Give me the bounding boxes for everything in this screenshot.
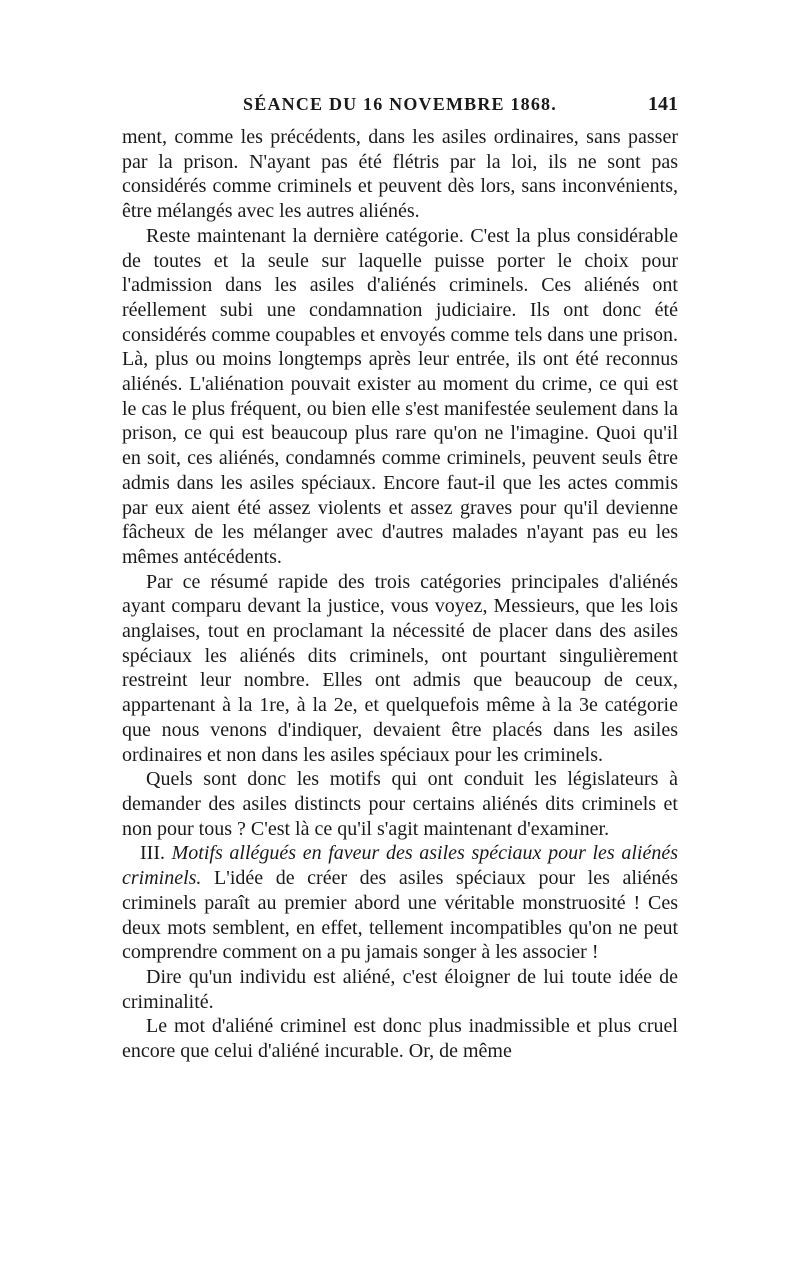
paragraph-last-category: Reste maintenant la dernière catégorie. C'est la plus considérable de toutes et la seule sur laquelle puisse porter le choix pour l'admission dans les asiles d'aliénés criminels. Ces aliénés ont réellement subi une condamnation judiciaire. Ils ont donc été considérés comme coupables et envoyés comme tels dans une prison. Là, plus ou moins longtemps après leur entrée, ils ont été reconnus aliénés. L'aliénation pouvait exister au moment du crime, ce qui est le cas le plus fréquent, ou bien elle s'est manifestée seulement dans la prison, ce qui est beaucoup plus rare qu'on ne l'imagine. Quoi qu'il en soit, ces aliénés, condamnés comme criminels, peuvent seuls être admis dans les asiles spéciaux. Encore faut-il que les actes commis par eux aient été assez violents et assez graves pour qu'il devienne fâcheux de les mélanger avec d'autres malades n'ayant pas eu les mêmes antécédents. [122, 224, 678, 568]
section-heading: Motifs allégués en faveur des asiles spéciaux pour les aliénés criminels. [122, 842, 679, 890]
section-number: III. [140, 842, 165, 865]
paragraph-closing: Le mot d'aliéné criminel est donc plus inadmissible et plus cruel encore que celui d'aliéné incurable. Or, de même [122, 1015, 678, 1063]
paragraph-continued: ment, comme les précédents, dans les asiles ordinaires, sans passer par la prison. N'ayant pas été flétris par la loi, ils ne sont pas considérés comme criminels et peuvent dès lors, sans inconvénients, être mélangés avec les autres aliénés. [122, 126, 678, 223]
paragraph-question: Quels sont donc les motifs qui ont conduit les législateurs à demander des asiles distincts pour certains aliénés dits criminels et non pour tous ? C'est là ce qu'il s'agit maintenant d'examiner. [122, 768, 678, 840]
running-title: SÉANCE DU 16 NOVEMBRE 1868. [243, 94, 557, 114]
section-iii-paragraph [122, 841, 678, 965]
section-text: L'idée de créer des asiles spéciaux pour les aliénés criminels paraît au premier abord une véritable monstruosité ! Ces deux mots semblent, en effet, tellement incompatibles qu'on ne peut comprendre comment on a pu jamais songer à les associer ! [122, 867, 678, 964]
paragraph-criminality: Dire qu'un individu est aliéné, c'est éloigner de lui toute idée de criminalité. [122, 965, 678, 1013]
text-body [122, 125, 678, 1064]
page-number: 141 [648, 93, 678, 115]
running-head [122, 89, 678, 119]
paragraph-summary: Par ce résumé rapide des trois catégories principales d'aliénés ayant comparu devant la justice, vous voyez, Messieurs, que les lois anglaises, tout en proclamant la nécessité de placer dans des asiles spéciaux les aliénés dits criminels, ont pourtant singulièrement restreint leur nombre. Elles ont admis que beaucoup de ceux, appartenant à la 1re, à la 2e, et quelquefois même à la 3e catégorie que nous venons d'indiquer, devaient être placés dans les asiles ordinaires et non dans les asiles spéciaux pour les criminels. [122, 570, 678, 766]
